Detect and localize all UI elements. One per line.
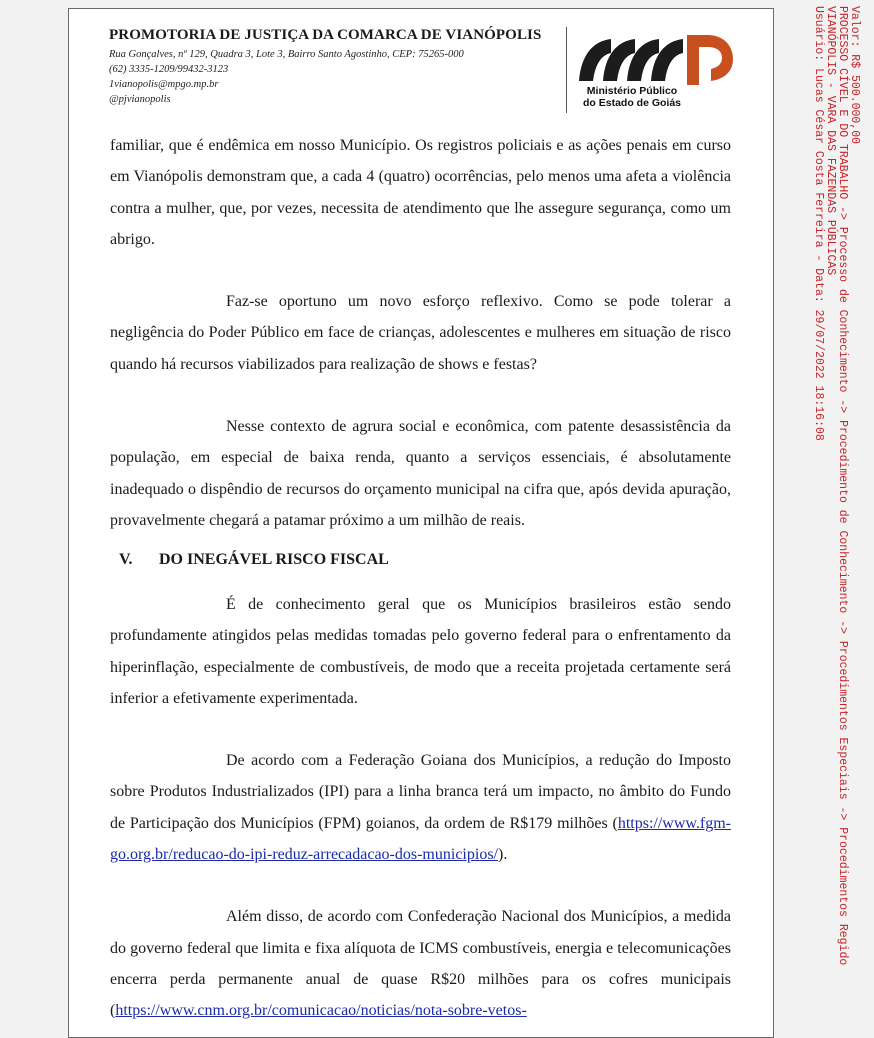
- paragraph-text: De acordo com a Federação Goiana dos Municípios, a redução do Imposto sobre Produtos Industrializados (IPI) para a linha branca terá um impacto, no âmbito do Fundo de Participação dos Municípios (FPM) goianos, da ordem de R$179 milhões: [110, 752, 731, 832]
- paragraph: De acordo com a Federação Goiana dos Municípios, a redução do Imposto sobre Produtos Industrializados (IPI) para a linha branca terá um impacto, no âmbito do Fundo de Participação dos Municípios (FPM) goianos, da ordem de R$179 milhões (https://www.fgm-go.org.br/reducao-do-ipi-reduz-arrecadacao-dos-municipios/).: [110, 752, 732, 864]
- paragraph: É de conhecimento geral que os Municípios brasileiros estão sendo profundamente atingidos pelas medidas tomadas pelo governo federal para o enfrentamento da hiperinflação, especialmente de combustíveis, de modo que a receita projetada certamente será inferior a efetivamente experimentada.: [110, 596, 731, 707]
- paragraph-text-end: ).: [497, 846, 508, 864]
- mp-goias-logo: [577, 29, 737, 115]
- paragraph: Faz-se oportuno um novo esforço reflexivo. Como se pode tolerar a negligência do Poder Público em face de crianças, adolescentes e mulheres em situação de risco quando há recursos viabilizados para realização de shows e festas?: [110, 293, 731, 373]
- stamp-user-line: Usuário: Lucas César Costa Ferreira - Data: 29/07/2022 18:16:08: [812, 6, 825, 441]
- stamp-process-line: PROCESSO CÍVEL E DO TRABALHO -> Processo de Conhecimento -> Procedimento de Conhecimento -> Procedimentos Especiais -> Procedimentos Regido: [836, 6, 849, 966]
- paragraph: Nesse contexto de agrura social e econômica, com patente desassistência da população, em especial de baixa renda, quanto a serviços essenciais, é absolutamente inadequado o dispêndio de recursos do orçamento municipal na cifra que, após devida apuração, provavelmente chegará a patamar próximo a um milhão de reais.: [110, 418, 731, 529]
- logo-caption: [577, 85, 687, 109]
- paragraph-text: Além disso, de acordo com Confederação Nacional dos Municípios, a medida do governo federal que limita e fixa alíquota de ICMS combustíveis, energia e telecomunicações encerra perda permanente anual de quase R$20 milhões para os cofres municipais (: [110, 908, 731, 1020]
- paragraph: [110, 901, 731, 1026]
- electronic-signature-stamp: [790, 6, 874, 1024]
- body-block-top: [110, 130, 731, 536]
- header-email: 1vianopolis@mpgo.mp.br: [109, 79, 219, 90]
- header-social: @pjvianopolis: [109, 94, 171, 105]
- header-divider: [566, 27, 567, 113]
- document-page: [68, 8, 774, 1038]
- paragraph: familiar, que é endêmica em nosso Município. Os registros policiais e as ações penais em curso em Vianópolis demonstram que, a cada 4 (quatro) ocorrências, pelo menos uma afeta a violência contra a mulher, que, por vezes, necessita de atendimento que lhe assegure segurança, como um abrigo.: [110, 137, 731, 248]
- section-title: DO INEGÁVEL RISCO FISCAL: [159, 551, 389, 568]
- mp-logo-icon: [577, 29, 737, 85]
- section-heading: [119, 551, 389, 569]
- cnm-link[interactable]: https://www.cnm.org.br/comunicacao/noticias/nota-sobre-vetos-: [115, 1002, 527, 1020]
- logo-caption-line1: Ministério Público: [586, 85, 678, 97]
- body-block-section: [110, 589, 731, 1027]
- stamp-court-line: VIANÓPOLIS - VARA DAS FAZENDAS PÚBLICAS: [824, 6, 837, 276]
- header-phone: (62) 3335-1209/99432-3123: [109, 64, 229, 75]
- header-title: PROMOTORIA DE JUSTIÇA DA COMARCA DE VIANÓPOLIS: [109, 27, 542, 43]
- stamp-value-line: Valor: R$ 500.000,00: [848, 6, 861, 145]
- logo-caption-line2: do Estado de Goiás: [582, 97, 682, 109]
- header-address: Rua Gonçalves, nº 129, Quadra 3, Lote 3, Bairro Santo Agostinho, CEP: 75265-000: [109, 49, 464, 60]
- section-number: V.: [119, 551, 133, 568]
- fgm-link[interactable]: https://www.fgm-go.org.br/reducao-do-ipi-reduz-arrecadacao-dos-municipios/: [110, 814, 732, 864]
